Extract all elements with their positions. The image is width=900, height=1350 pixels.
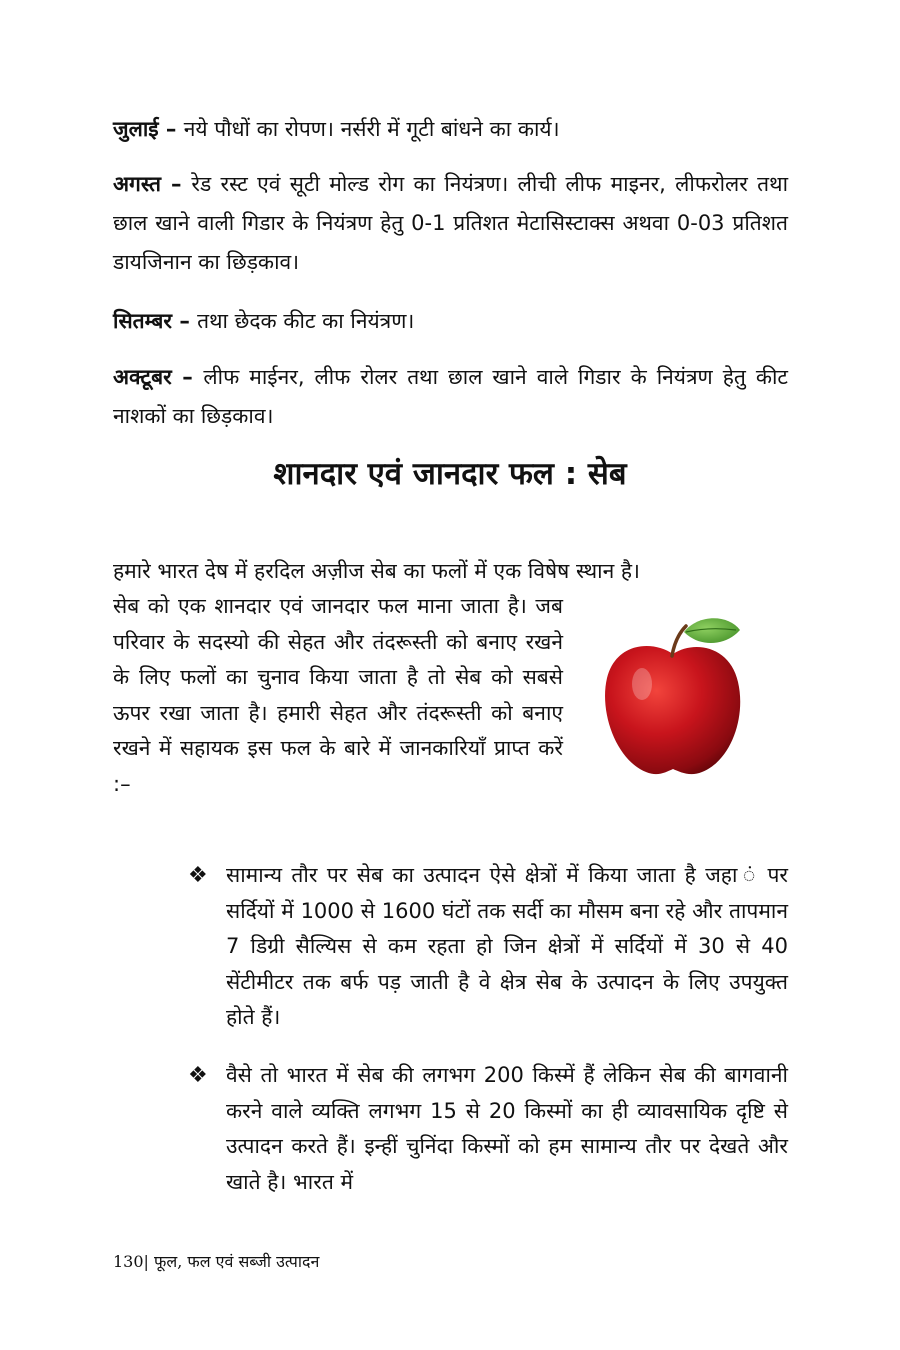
paragraph-july	[113, 110, 788, 149]
bullet-item	[188, 1058, 788, 1200]
bullet-marker-icon: ❖	[188, 1063, 208, 1088]
intro-body: सेब को एक शानदार एवं जानदार फल माना जाता है। जब परिवार के सदस्यो की सेहत और तंदरूस्ती को बनाए रखने के लिए फलों का चुनाव किया जाता है तो सेब को सबसे ऊपर रखा जाता है। हमारी सेहत और तंदरूस्ती को बनाए रखने में सहायक इस फल के बारे में जानकारियाँ प्राप्त करें :–	[113, 594, 563, 796]
month-label: सितम्बर	[113, 309, 173, 333]
paragraph-text: रेड रस्ट एवं सूटी मोल्ड रोग का नियंत्रण। लीची लीफ माइनर, लीफरोलर तथा छाल खाने वाली गिडार के नियंत्रण हेतु 0-1 प्रतिशत मेटासिस्टाक्स अथवा 0-03 प्रतिशत डायजिनान का छिड़काव।	[113, 172, 789, 274]
month-label: अक्टूबर	[113, 365, 172, 389]
paragraph-october	[113, 358, 788, 436]
dash: –	[172, 309, 198, 333]
paragraph-text: तथा छेदक कीट का नियंत्रण।	[197, 309, 415, 333]
dash: –	[158, 117, 184, 141]
paragraph-september	[113, 302, 788, 341]
paragraph-text: नये पौधों का रोपण। नर्सरी में गूटी बांधने का कार्य।	[183, 117, 560, 141]
month-label: अगस्त	[113, 172, 162, 196]
section-title: शानदार एवं जानदार फल : सेब	[273, 456, 627, 492]
book-title: फूल, फल एवं सब्जी उत्पादन	[148, 1252, 320, 1271]
red-apple-icon	[598, 612, 748, 780]
bullet-text: सामान्य तौर पर सेब का उत्पादन ऐसे क्षेत्रों में किया जाता है जहा ं पर सर्दियों में 1000 से 1600 घंटों तक सर्दी का मौसम बना रहे और तापमान 7 डिग्री सैल्यिस से कम रहता हो जिन क्षेत्रों में सर्दियों में 30 से 40 सेंटीमीटर तक बर्फ पड़ जाती है वे क्षेत्र सेब के उत्पादन के लिए उपयुक्त होते हैं।	[226, 863, 788, 1029]
page-footer	[113, 1250, 319, 1272]
paragraph-text: लीफ माईनर, लीफ रोलर तथा छाल खाने वाले गिडार के नियंत्रण हेतु कीट नाशकों का छिड़काव।	[113, 365, 788, 428]
page-number: 130	[113, 1252, 144, 1271]
paragraph-august	[113, 165, 788, 282]
month-label: जुलाई	[113, 117, 159, 141]
intro-first-line: हमारे भारत देष में हरदिल अज़ीज सेब का फलों में एक विषेष स्थान है।	[113, 559, 641, 583]
dash: –	[171, 365, 204, 389]
bullet-text: वैसे तो भारत में सेब की लगभग 200 किस्में हैं लेकिन सेब की बागवानी करने वाले व्यक्ति लगभग 15 से 20 किस्मों का ही व्यावसायिक दृष्टि से उत्पादन करते हैं। इन्हीं चुनिंदा किस्मों को हम सामान्य तौर पर देखते और खाते है। भारत में	[226, 1063, 788, 1194]
bullet-marker-icon: ❖	[188, 863, 208, 888]
footer-separator: |	[143, 1252, 149, 1271]
dash: –	[161, 172, 192, 196]
bullet-item	[188, 858, 788, 1036]
